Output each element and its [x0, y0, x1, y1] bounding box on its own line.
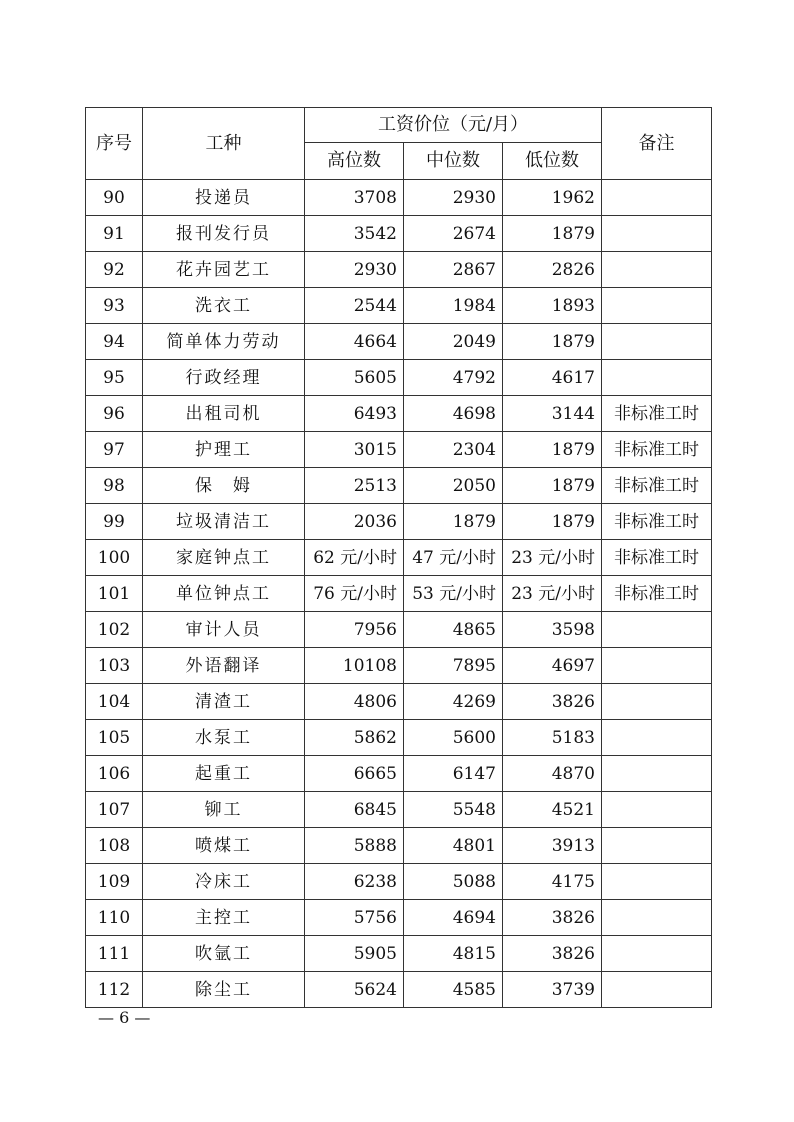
cell-mid: 2050 [404, 468, 503, 504]
cell-low: 3826 [503, 936, 602, 972]
cell-job: 出租司机 [143, 396, 305, 432]
cell-low: 1879 [503, 216, 602, 252]
cell-no: 93 [86, 288, 143, 324]
cell-mid: 5548 [404, 792, 503, 828]
cell-high: 2036 [305, 504, 404, 540]
cell-mid: 4585 [404, 972, 503, 1008]
cell-no: 112 [86, 972, 143, 1008]
header-low: 低位数 [503, 143, 602, 180]
cell-mid: 4269 [404, 684, 503, 720]
cell-low: 4521 [503, 792, 602, 828]
table-row [86, 360, 712, 396]
cell-no: 92 [86, 252, 143, 288]
cell-low: 3826 [503, 684, 602, 720]
cell-mid: 4815 [404, 936, 503, 972]
table-row [86, 612, 712, 648]
cell-note: 非标准工时 [602, 432, 712, 468]
cell-low: 3913 [503, 828, 602, 864]
cell-job: 水泵工 [143, 720, 305, 756]
cell-note: 非标准工时 [602, 540, 712, 576]
cell-low: 3826 [503, 900, 602, 936]
cell-mid: 2304 [404, 432, 503, 468]
cell-job: 保 姆 [143, 468, 305, 504]
cell-mid: 4801 [404, 828, 503, 864]
cell-mid: 5600 [404, 720, 503, 756]
cell-no: 102 [86, 612, 143, 648]
cell-high: 4806 [305, 684, 404, 720]
table-row [86, 900, 712, 936]
cell-high: 10108 [305, 648, 404, 684]
cell-note [602, 756, 712, 792]
cell-no: 98 [86, 468, 143, 504]
cell-job: 家庭钟点工 [143, 540, 305, 576]
cell-high: 5862 [305, 720, 404, 756]
cell-mid: 1879 [404, 504, 503, 540]
header-row [86, 108, 712, 143]
table-row [86, 252, 712, 288]
cell-note [602, 684, 712, 720]
cell-low: 3144 [503, 396, 602, 432]
cell-note [602, 828, 712, 864]
table-row [86, 648, 712, 684]
cell-note [602, 864, 712, 900]
cell-note [602, 324, 712, 360]
cell-job: 垃圾清洁工 [143, 504, 305, 540]
cell-low: 1879 [503, 468, 602, 504]
cell-job: 起重工 [143, 756, 305, 792]
cell-mid: 4792 [404, 360, 503, 396]
table-row [86, 288, 712, 324]
cell-low: 23 元/小时 [503, 540, 602, 576]
cell-high: 7956 [305, 612, 404, 648]
cell-job: 吹氩工 [143, 936, 305, 972]
cell-job: 护理工 [143, 432, 305, 468]
cell-high: 5756 [305, 900, 404, 936]
table-row [86, 504, 712, 540]
cell-no: 100 [86, 540, 143, 576]
cell-low: 1893 [503, 288, 602, 324]
table-row [86, 216, 712, 252]
cell-mid: 47 元/小时 [404, 540, 503, 576]
cell-job: 花卉园艺工 [143, 252, 305, 288]
cell-note [602, 216, 712, 252]
header-no: 序号 [86, 108, 143, 180]
cell-note: 非标准工时 [602, 504, 712, 540]
cell-high: 6238 [305, 864, 404, 900]
cell-high: 2513 [305, 468, 404, 504]
cell-mid: 1984 [404, 288, 503, 324]
cell-low: 4697 [503, 648, 602, 684]
table-row [86, 792, 712, 828]
cell-mid: 2674 [404, 216, 503, 252]
cell-high: 5605 [305, 360, 404, 396]
cell-no: 94 [86, 324, 143, 360]
table-row [86, 864, 712, 900]
cell-high: 3542 [305, 216, 404, 252]
cell-mid: 6147 [404, 756, 503, 792]
cell-job: 清渣工 [143, 684, 305, 720]
cell-note [602, 972, 712, 1008]
cell-job: 冷床工 [143, 864, 305, 900]
cell-high: 3015 [305, 432, 404, 468]
cell-mid: 2930 [404, 180, 503, 216]
cell-note [602, 360, 712, 396]
cell-mid: 4694 [404, 900, 503, 936]
cell-no: 90 [86, 180, 143, 216]
cell-low: 1962 [503, 180, 602, 216]
cell-job: 审计人员 [143, 612, 305, 648]
cell-mid: 5088 [404, 864, 503, 900]
table-row [86, 828, 712, 864]
cell-no: 109 [86, 864, 143, 900]
table-row [86, 180, 712, 216]
cell-low: 2826 [503, 252, 602, 288]
cell-low: 1879 [503, 504, 602, 540]
cell-high: 6845 [305, 792, 404, 828]
cell-job: 报刊发行员 [143, 216, 305, 252]
cell-note: 非标准工时 [602, 468, 712, 504]
header-high: 高位数 [305, 143, 404, 180]
cell-low: 1879 [503, 432, 602, 468]
cell-no: 103 [86, 648, 143, 684]
cell-note [602, 288, 712, 324]
cell-high: 2544 [305, 288, 404, 324]
table-row [86, 720, 712, 756]
cell-note [602, 252, 712, 288]
cell-no: 97 [86, 432, 143, 468]
header-mid: 中位数 [404, 143, 503, 180]
cell-note [602, 900, 712, 936]
cell-job: 简单体力劳动 [143, 324, 305, 360]
cell-no: 110 [86, 900, 143, 936]
cell-job: 单位钟点工 [143, 576, 305, 612]
cell-high: 5624 [305, 972, 404, 1008]
cell-no: 95 [86, 360, 143, 396]
table-row [86, 324, 712, 360]
cell-low: 5183 [503, 720, 602, 756]
table-row [86, 432, 712, 468]
table-header [86, 108, 712, 180]
cell-high: 5905 [305, 936, 404, 972]
cell-no: 105 [86, 720, 143, 756]
cell-no: 108 [86, 828, 143, 864]
header-note: 备注 [602, 108, 712, 180]
cell-low: 3598 [503, 612, 602, 648]
table-row [86, 756, 712, 792]
cell-low: 4175 [503, 864, 602, 900]
cell-mid: 7895 [404, 648, 503, 684]
cell-no: 104 [86, 684, 143, 720]
table-row [86, 684, 712, 720]
cell-low: 23 元/小时 [503, 576, 602, 612]
cell-note: 非标准工时 [602, 576, 712, 612]
wage-table [85, 107, 712, 1008]
table-row [86, 396, 712, 432]
cell-no: 111 [86, 936, 143, 972]
cell-no: 91 [86, 216, 143, 252]
cell-no: 101 [86, 576, 143, 612]
cell-no: 106 [86, 756, 143, 792]
cell-mid: 2049 [404, 324, 503, 360]
cell-high: 6665 [305, 756, 404, 792]
cell-high: 76 元/小时 [305, 576, 404, 612]
cell-job: 洗衣工 [143, 288, 305, 324]
cell-no: 99 [86, 504, 143, 540]
cell-note [602, 180, 712, 216]
cell-note [602, 936, 712, 972]
cell-note [602, 720, 712, 756]
cell-note: 非标准工时 [602, 396, 712, 432]
cell-high: 6493 [305, 396, 404, 432]
cell-no: 96 [86, 396, 143, 432]
cell-high: 3708 [305, 180, 404, 216]
cell-job: 行政经理 [143, 360, 305, 396]
cell-low: 4617 [503, 360, 602, 396]
table-body [86, 180, 712, 1008]
table-row [86, 972, 712, 1008]
cell-note [602, 648, 712, 684]
table-row [86, 468, 712, 504]
cell-mid: 53 元/小时 [404, 576, 503, 612]
cell-mid: 2867 [404, 252, 503, 288]
cell-high: 62 元/小时 [305, 540, 404, 576]
table-row [86, 936, 712, 972]
cell-note [602, 612, 712, 648]
cell-mid: 4865 [404, 612, 503, 648]
cell-high: 2930 [305, 252, 404, 288]
cell-high: 5888 [305, 828, 404, 864]
table-row [86, 576, 712, 612]
cell-high: 4664 [305, 324, 404, 360]
cell-note [602, 792, 712, 828]
cell-job: 除尘工 [143, 972, 305, 1008]
table-row [86, 540, 712, 576]
cell-job: 铆工 [143, 792, 305, 828]
cell-job: 主控工 [143, 900, 305, 936]
cell-low: 4870 [503, 756, 602, 792]
cell-job: 外语翻译 [143, 648, 305, 684]
cell-no: 107 [86, 792, 143, 828]
header-job: 工种 [143, 108, 305, 180]
header-wage-group: 工资价位（元/月） [305, 108, 602, 143]
cell-job: 喷煤工 [143, 828, 305, 864]
cell-mid: 4698 [404, 396, 503, 432]
cell-job: 投递员 [143, 180, 305, 216]
page-number: — 6 — [98, 1008, 151, 1027]
cell-low: 1879 [503, 324, 602, 360]
cell-low: 3739 [503, 972, 602, 1008]
